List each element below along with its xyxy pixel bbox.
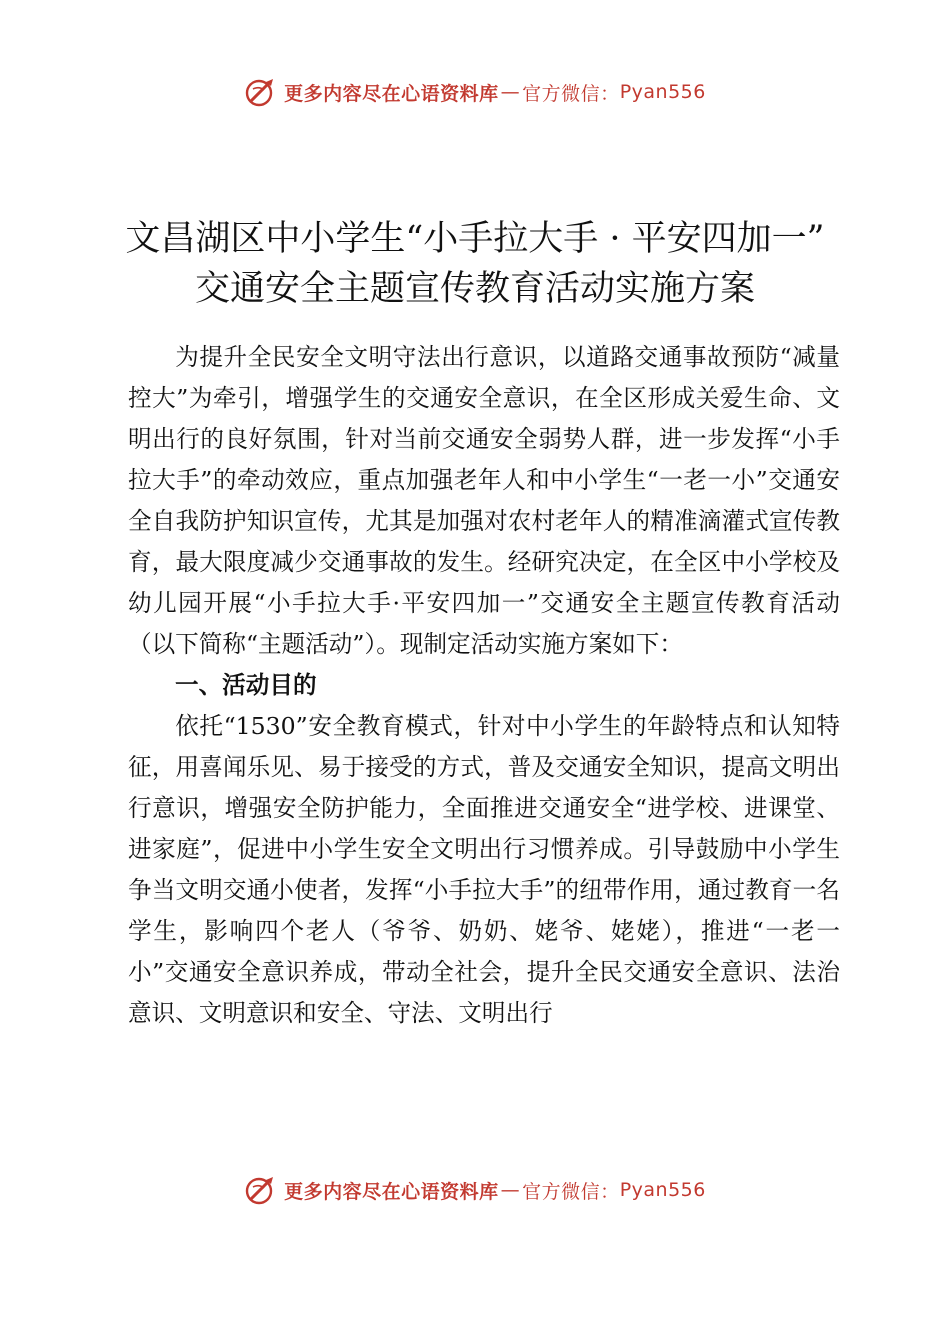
section-heading: 一、活动目的 (175, 671, 317, 699)
banner-wechat-label: 官方微信： (522, 82, 620, 105)
header-banner (0, 72, 950, 112)
banner-text: 更多内容尽在心语资料库 (284, 82, 499, 105)
title-line-1: 文昌湖区中小学生“小手拉大手 · 平安四加一” (125, 219, 825, 259)
banner-wechat-label: 官方微信： (522, 1180, 620, 1203)
section-paragraph: 依托“1530”安全教育模式，针对中小学生的年龄特点和认知特征，用喜闻乐见、易于接受的方式，普及交通安全知识，提高文明出行意识，增强安全防护能力，全面推进交通安全“进学校、进课堂、进家庭”，促进中小学生安全文明出行习惯养成。引导鼓励中小学生争当文明交通小使者，发挥“小手拉大手”的纽带作用，通过教育一名学生，影响四个老人（爷爷、奶奶、姥爷、姥姥），推进“一老一小”交通安全意识养成，带动全社会，提升全民交通安全意识、法治意识、文明意识和安全、守法、文明出行 (128, 712, 840, 1027)
banner-text: 更多内容尽在心语资料库 (284, 1180, 499, 1203)
banner-wechat-id: Pyan556 (619, 1179, 706, 1201)
document-body (128, 337, 840, 1034)
banner-dash: — (500, 1179, 521, 1201)
footer-banner (0, 1170, 950, 1210)
pen-circle-logo-icon (244, 75, 278, 109)
banner-dash: — (500, 81, 521, 103)
banner-wechat-id: Pyan556 (619, 81, 706, 103)
intro-paragraph: 为提升全民安全文明守法出行意识，以道路交通事故预防“减量控大”为牵引，增强学生的交通安全意识，在全区形成关爱生命、文明出行的良好氛围，针对当前交通安全弱势人群，进一步发挥“小手拉大手”的牵动效应，重点加强老年人和中小学生“一老一小”交通安全自我防护知识宣传，尤其是加强对农村老年人的精准滴灌式宣传教育，最大限度减少交通事故的发生。经研究决定，在全区中小学校及幼儿园开展“小手拉大手·平安四加一”交通安全主题宣传教育活动（以下简称“主题活动”）。现制定活动实施方案如下： (128, 343, 840, 658)
pen-circle-logo-icon (244, 1173, 278, 1207)
document-title (80, 214, 870, 314)
title-line-2: 交通安全主题宣传教育活动实施方案 (194, 269, 755, 309)
